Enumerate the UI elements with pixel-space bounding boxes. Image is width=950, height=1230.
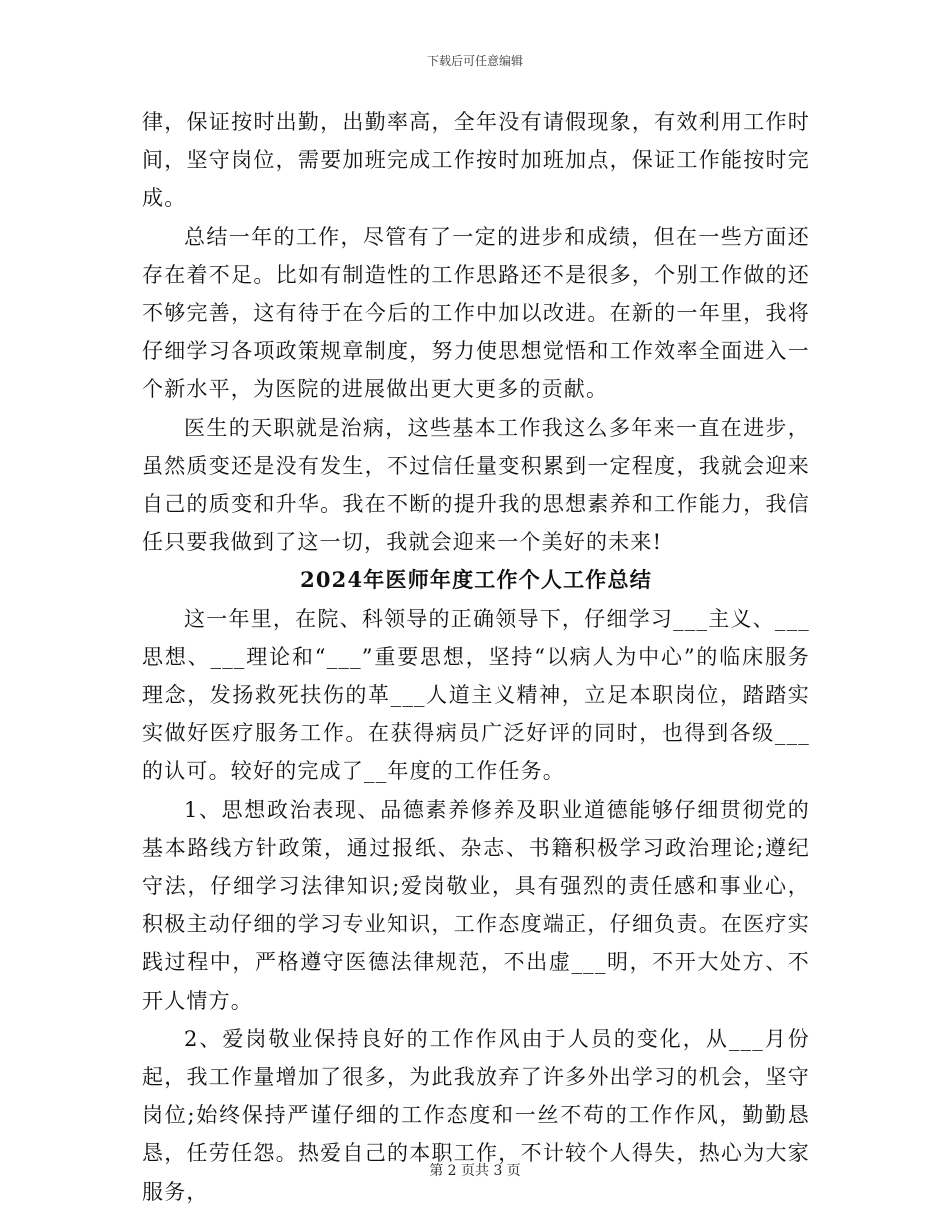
paragraph-continued: 律，保证按时出勤，出勤率高，全年没有请假现象，有效利用工作时间，坚守岗位，需要加班完成工作按时加班加点，保证工作能按时完成。 xyxy=(142,110,810,211)
page-header: 下载后可任意编辑 xyxy=(426,54,523,68)
paragraph-intro: 这一年里，在院、科领导的正确领导下，仔细学习___主义、___思想、___理论和“___”重要思想，坚持“以病人为中心”的临床服务理念，发扬救死扶伤的革___人道主义精神，立足本职岗位，踏踏实实做好医疗服务工作。在获得病员广泛好评的同时，也得到各级___的认可。较好的完成了__年度的工作任务。 xyxy=(142,606,810,784)
paragraph-doctor-duty: 医生的天职就是治病，这些基本工作我这么多年来一直在进步，虽然质变还是没有发生，不过信任量变积累到一定程度，我就会迎来自己的质变和升华。我在不断的提升我的思想素养和工作能力，我信任只要我做到了这一切，我就会迎来一个美好的未来! xyxy=(142,415,810,555)
document-body xyxy=(142,103,810,1211)
paragraph-point-1: 1、思想政治表现、品德素养修养及职业道德能够仔细贯彻党的基本路线方针政策，通过报纸、杂志、书籍积极学习政治理论;遵纪守法，仔细学习法律知识;爱岗敬业，具有强烈的责任感和事业心，积极主动仔细的学习专业知识，工作态度端正，仔细负责。在医疗实践过程中，严格遵守医德法律规范，不出虚___明，不开大处方、不开人情方。 xyxy=(142,797,810,1013)
section-title: 2024年医师年度工作个人工作总结 xyxy=(300,567,652,593)
paragraph-point-2: 2、爱岗敬业保持良好的工作作风由于人员的变化，从___月份起，我工作量增加了很多，为此我放弃了许多外出学习的机会，坚守岗位;始终保持严谨仔细的工作态度和一丝不苟的工作作风，勤勤恳恳，任劳任怨。热爱自己的本职工作，不计较个人得失，热心为大家服务， xyxy=(142,1026,810,1204)
paragraph-summary: 总结一年的工作，尽管有了一定的进步和成绩，但在一些方面还存在着不足。比如有制造性的工作思路还不是很多，个别工作做的还不够完善，这有待于在今后的工作中加以改进。在新的一年里，我将仔细学习各项政策规章制度，努力使思想觉悟和工作效率全面进入一个新水平，为医院的进展做出更大更多的贡献。 xyxy=(142,224,810,402)
page-number: 第 2 页共 3 页 xyxy=(429,1163,521,1179)
